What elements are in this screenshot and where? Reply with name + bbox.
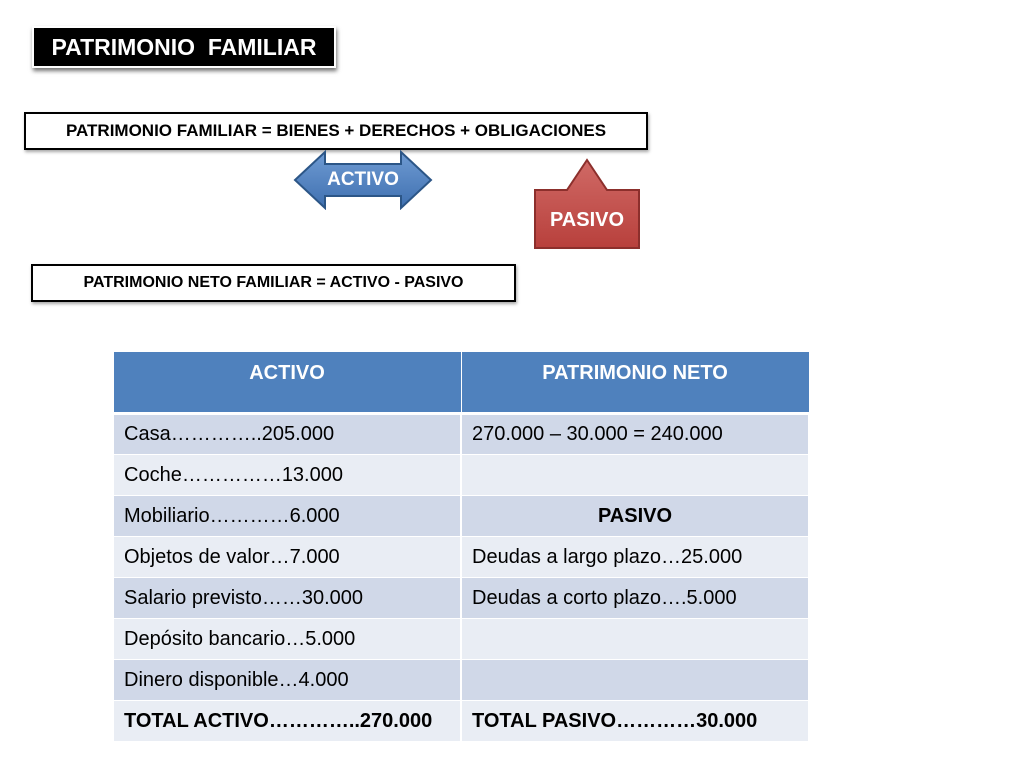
activo-arrow-label: ACTIVO (327, 169, 399, 190)
cell-salario-previsto: Salario previsto……30.000 (113, 578, 461, 619)
page-title: PATRIMONIO FAMILIAR (32, 26, 336, 68)
cell-patrimonio-neto-calc: 270.000 – 30.000 = 240.000 (461, 414, 809, 455)
cell-total-activo: TOTAL ACTIVO…………..270.000 (113, 701, 461, 742)
balance-table (112, 351, 810, 742)
cell-total-pasivo: TOTAL PASIVO…………30.000 (461, 701, 809, 742)
cell-pasivo-heading: PASIVO (461, 496, 809, 537)
pasivo-up-arrow (533, 158, 641, 250)
table-row (113, 537, 809, 578)
activo-double-arrow (292, 150, 434, 210)
table-row (113, 619, 809, 660)
header-patrimonio-neto: PATRIMONIO NETO (461, 352, 809, 414)
cell-empty (461, 660, 809, 701)
table-row (113, 414, 809, 455)
patrimonio-familiar-equation: PATRIMONIO FAMILIAR = BIENES + DERECHOS + OBLIGACIONES (24, 112, 648, 150)
cell-deposito-bancario: Depósito bancario…5.000 (113, 619, 461, 660)
cell-casa: Casa…………..205.000 (113, 414, 461, 455)
table-header-row (113, 352, 809, 414)
header-activo: ACTIVO (113, 352, 461, 414)
table-row (113, 496, 809, 537)
cell-empty (461, 619, 809, 660)
table-row (113, 701, 809, 742)
cell-empty (461, 455, 809, 496)
cell-dinero-disponible: Dinero disponible…4.000 (113, 660, 461, 701)
cell-deudas-largo-plazo: Deudas a largo plazo…25.000 (461, 537, 809, 578)
cell-objetos-de-valor: Objetos de valor…7.000 (113, 537, 461, 578)
patrimonio-neto-equation: PATRIMONIO NETO FAMILIAR = ACTIVO - PASIVO (31, 264, 516, 302)
table-row (113, 578, 809, 619)
cell-mobiliario: Mobiliario…………6.000 (113, 496, 461, 537)
table-row (113, 455, 809, 496)
cell-deudas-corto-plazo: Deudas a corto plazo….5.000 (461, 578, 809, 619)
table-row (113, 660, 809, 701)
pasivo-arrow-label: PASIVO (549, 208, 625, 231)
cell-coche: Coche……………13.000 (113, 455, 461, 496)
